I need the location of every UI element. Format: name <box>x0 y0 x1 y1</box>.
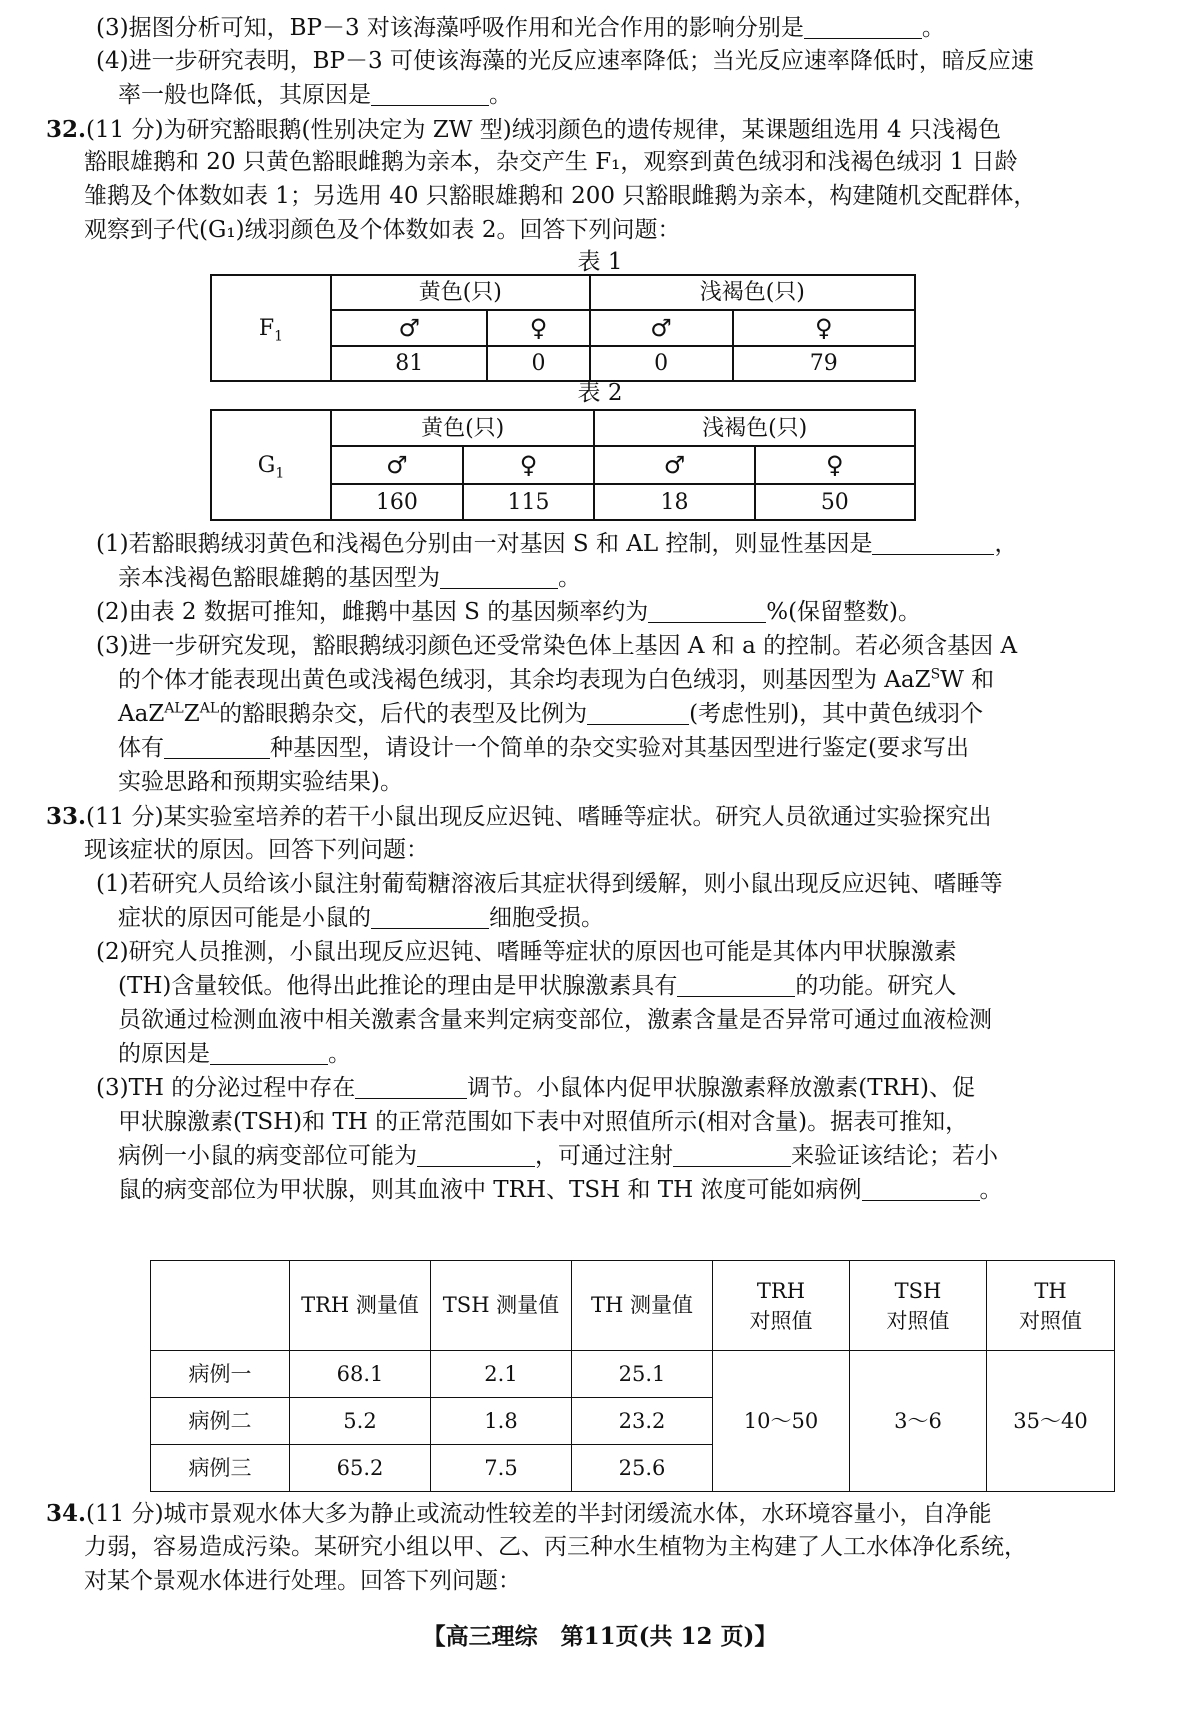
hormone-header-th: TH 测量值 <box>572 1261 713 1351</box>
table2-cell: 18 <box>594 484 754 520</box>
q31-part4-line2-text: 率一般也降低，其原因是 <box>118 82 371 108</box>
hormone-table-corner <box>151 1261 290 1351</box>
q33-sub2-blank2[interactable] <box>210 1040 328 1065</box>
q32-sub2-blank[interactable] <box>648 598 766 623</box>
q33-sub3-blank2[interactable] <box>417 1142 535 1167</box>
page-footer: 【高三理综 第11页(共 12 页)】 <box>422 1623 778 1650</box>
q31-part4-blank[interactable] <box>371 81 489 106</box>
hormone-row-label: 病例二 <box>151 1398 290 1445</box>
table2-cell: 160 <box>331 484 463 520</box>
table1-female-brown: ♀ <box>733 310 915 346</box>
q33-sub2-line3: 员欲通过检测血液中相关激素含量来判定病变部位，激素含量是否异常可通过血液检测 <box>118 1007 992 1033</box>
q31-part3-blank[interactable] <box>804 14 922 39</box>
q32-sub1-line2 <box>118 562 581 595</box>
q33-sub3-line4-b: 。 <box>979 1177 1003 1203</box>
hormone-header-tsh: TSH 测量值 <box>431 1261 572 1351</box>
hormone-header-trh-ctrl: TRH 对照值 <box>713 1261 850 1351</box>
q32-sub3-line5: 实验思路和预期实验结果)。 <box>118 769 403 795</box>
hormone-cell: 7.5 <box>431 1445 572 1492</box>
q34-stem-line1-text: (11 分)城市景观水体大多为静止或流动性较差的半封闭缓流水体，水环境容量小，自净能 <box>86 1501 992 1527</box>
hormone-cell: 1.8 <box>431 1398 572 1445</box>
table1-row-label: $F_1$ <box>211 275 331 381</box>
q33-sub2-line4-b: 。 <box>328 1041 351 1067</box>
hormone-header-trh: TRH 测量值 <box>290 1261 431 1351</box>
q33-sub1-line2-b: 细胞受损。 <box>489 905 604 931</box>
q32-sub1-blank2[interactable] <box>440 564 558 589</box>
q33-stem-line1-text: (11 分)某实验室培养的若干小鼠出现反应迟钝、嗜睡等症状。研究人员欲通过实验探究出 <box>86 804 992 830</box>
q33-sub2-line2-b: 的功能。研究人 <box>795 973 957 999</box>
q32-sub3-line3-a: AaZ <box>118 701 165 727</box>
q33-sub2-line4 <box>118 1038 351 1071</box>
q33-sub2-line2-a: (TH)含量较低。他得出此推论的理由是甲状腺激素具有 <box>118 973 678 999</box>
q32-sub3-line2-b: W 和 <box>940 667 995 693</box>
q32-sub3-line3-c: 的豁眼鹅杂交，后代的表型及比例为 <box>219 701 588 727</box>
q32-sub2-end: %(保留整数)。 <box>766 599 922 625</box>
table2-male-yellow: ♂ <box>331 446 463 484</box>
q34-stem-line2: 力弱，容易造成污染。某研究小组以甲、乙、丙三种水生植物为主构建了人工水体净化系统， <box>84 1534 1027 1560</box>
table1 <box>210 274 916 382</box>
q32-sub3-line3-sup2: AL <box>199 700 220 717</box>
table1-header-yellow: 黄色(只) <box>331 275 590 310</box>
q32-stem-line1 <box>46 113 1001 147</box>
table1-cell: 81 <box>331 346 487 381</box>
q32-sub1-line1 <box>96 528 1017 561</box>
q32-sub2-text: (2)由表 2 数据可推知，雌鹅中基因 S 的基因频率约为 <box>96 599 649 625</box>
q33-sub3-line3-a: 病例一小鼠的病变部位可能为 <box>118 1143 417 1169</box>
q31-part3 <box>96 12 945 45</box>
q32-sub3-line3-b: Z <box>183 701 200 727</box>
q33-stem-line1 <box>46 800 992 834</box>
q33-stem-line2: 现该症状的原因。回答下列问题： <box>84 837 429 863</box>
q32-stem-line2: 豁眼雄鹅和 20 只黄色豁眼雌鹅为亲本，杂交产生 F₁，观察到黄色绒羽和浅褐色绒羽 1 日龄 <box>84 149 1018 175</box>
table2-cell: 115 <box>463 484 595 520</box>
table2-caption: 表 2 <box>577 380 623 406</box>
q34-number: 34. <box>46 1500 87 1527</box>
q34-stem-line3: 对某个景观水体进行处理。回答下列问题： <box>84 1568 521 1594</box>
q32-sub3-line2-sup: S <box>930 666 941 683</box>
table2-male-brown: ♂ <box>594 446 754 484</box>
table2-female-yellow: ♀ <box>463 446 595 484</box>
q33-sub2-blank1[interactable] <box>677 972 795 997</box>
q33-sub3-blank1[interactable] <box>355 1074 467 1099</box>
q31-part4-line2 <box>118 79 512 112</box>
q34-stem-line1 <box>46 1497 992 1531</box>
hormone-ctrl-trh: 10～50 <box>713 1351 850 1492</box>
q32-sub3-line3 <box>118 698 983 731</box>
q32-number: 32. <box>46 116 87 143</box>
table2 <box>210 409 916 521</box>
q32-sub1-blank1[interactable] <box>872 530 994 555</box>
q32-sub3-line2-a: 的个体才能表现出黄色或浅褐色绒羽，其余均表现为白色绒羽，则基因型为 AaZ <box>118 667 931 693</box>
q32-sub3-line4-b: 种基因型，请设计一个简单的杂交实验对其基因型进行鉴定(要求写出 <box>270 735 969 761</box>
q33-sub3-line1-b: 调节。小鼠体内促甲状腺激素释放激素(TRH)、促 <box>467 1075 975 1101</box>
table1-female-yellow: ♀ <box>487 310 589 346</box>
q32-sub3-line2 <box>118 664 994 697</box>
hormone-row-label: 病例一 <box>151 1351 290 1398</box>
table2-cell: 50 <box>755 484 915 520</box>
q31-part3-end: 。 <box>921 15 945 41</box>
hormone-cell: 25.6 <box>572 1445 713 1492</box>
q32-sub3-line3-sup1: AL <box>164 700 184 717</box>
q32-sub3-line4 <box>118 732 969 765</box>
table1-male-brown: ♂ <box>590 310 733 346</box>
q33-sub3-line1 <box>96 1072 975 1105</box>
q32-stem-line3: 雏鹅及个体数如表 1；另选用 40 只豁眼雄鹅和 200 只豁眼雌鹅为亲本，构建随机交配群体， <box>84 183 1037 209</box>
table1-caption: 表 1 <box>577 249 623 275</box>
table1-male-yellow: ♂ <box>331 310 487 346</box>
q33-sub1-line2 <box>118 902 604 935</box>
q32-sub3-line1: (3)进一步研究发现，豁眼鹅绒羽颜色还受常染色体上基因 A 和 a 的控制。若必须含基因 A <box>96 633 1018 659</box>
hormone-cell: 65.2 <box>290 1445 431 1492</box>
q33-sub3-line4 <box>118 1174 1003 1207</box>
q33-sub2-line2 <box>118 970 956 1003</box>
hormone-cell: 25.1 <box>572 1351 713 1398</box>
table1-cell: 0 <box>487 346 589 381</box>
q32-sub1-line2-text: 亲本浅褐色豁眼雄鹅的基因型为 <box>118 565 440 591</box>
table1-cell: 0 <box>590 346 733 381</box>
q32-sub3-line3-d: (考虑性别)，其中黄色绒羽个 <box>689 701 984 727</box>
hormone-ctrl-tsh: 3～6 <box>850 1351 987 1492</box>
hormone-table <box>150 1260 1115 1492</box>
q33-sub3-line3-c: 来验证该结论；若小 <box>791 1143 998 1169</box>
table2-header-brown: 浅褐色(只) <box>594 410 915 446</box>
table1-cell: 79 <box>733 346 915 381</box>
q32-stem-line1-text: (11 分)为研究豁眼鹅(性别决定为 ZW 型)绒羽颜色的遗传规律，某课题组选用 4 只浅褐色 <box>86 117 1001 143</box>
q33-sub3-line3 <box>118 1140 998 1173</box>
q33-number: 33. <box>46 803 87 830</box>
q32-sub3-line4-a: 体有 <box>118 735 164 761</box>
table1-header-brown: 浅褐色(只) <box>590 275 915 310</box>
hormone-cell: 68.1 <box>290 1351 431 1398</box>
q32-stem-line4: 观察到子代(G₁)绒羽颜色及个体数如表 2。回答下列问题： <box>84 217 681 243</box>
q31-part4-end: 。 <box>489 82 512 108</box>
table2-header-yellow: 黄色(只) <box>331 410 594 446</box>
q33-sub2-line4-a: 的原因是 <box>118 1041 210 1067</box>
q32-sub1-line2-end: 。 <box>558 565 581 591</box>
table2-female-brown: ♀ <box>755 446 915 484</box>
hormone-cell: 2.1 <box>431 1351 572 1398</box>
q32-sub1-line1-end: ， <box>994 531 1018 557</box>
q33-sub3-blank4[interactable] <box>862 1176 980 1201</box>
q31-part4-line1: (4)进一步研究表明，BP－3 可使该海藻的光反应速率降低；当光反应速率降低时，暗反应速 <box>96 48 1034 74</box>
q32-sub3-blank1[interactable] <box>587 700 689 725</box>
hormone-header-th-ctrl: TH 对照值 <box>987 1261 1115 1351</box>
q33-sub1-blank[interactable] <box>371 904 489 929</box>
q33-sub3-blank3[interactable] <box>673 1142 791 1167</box>
q32-sub3-blank2[interactable] <box>164 734 270 759</box>
q31-part3-text: (3)据图分析可知，BP－3 对该海藻呼吸作用和光合作用的影响分别是 <box>96 15 804 41</box>
hormone-ctrl-th: 35～40 <box>987 1351 1115 1492</box>
q33-sub3-line3-b: ，可通过注射 <box>535 1143 673 1169</box>
q33-sub1-line1: (1)若研究人员给该小鼠注射葡萄糖溶液后其症状得到缓解，则小鼠出现反应迟钝、嗜睡等 <box>96 871 1003 897</box>
hormone-cell: 5.2 <box>290 1398 431 1445</box>
hormone-cell: 23.2 <box>572 1398 713 1445</box>
q32-sub1-line1-text: (1)若豁眼鹅绒羽黄色和浅褐色分别由一对基因 S 和 AL 控制，则显性基因是 <box>96 531 873 557</box>
q33-sub2-line1: (2)研究人员推测，小鼠出现反应迟钝、嗜睡等症状的原因也可能是其体内甲状腺激素 <box>96 939 957 965</box>
q33-sub3-line1-a: (3)TH 的分泌过程中存在 <box>96 1075 356 1101</box>
q33-sub3-line2: 甲状腺激素(TSH)和 TH 的正常范围如下表中对照值所示(相对含量)。据表可推知， <box>118 1109 969 1135</box>
hormone-header-tsh-ctrl: TSH 对照值 <box>850 1261 987 1351</box>
hormone-row-label: 病例三 <box>151 1445 290 1492</box>
q32-sub2 <box>96 596 921 629</box>
q33-sub1-line2-a: 症状的原因可能是小鼠的 <box>118 905 371 931</box>
q33-sub3-line4-a: 鼠的病变部位为甲状腺，则其血液中 TRH、TSH 和 TH 浓度可能如病例 <box>118 1177 862 1203</box>
table2-row-label: $G_1$ <box>211 410 331 520</box>
